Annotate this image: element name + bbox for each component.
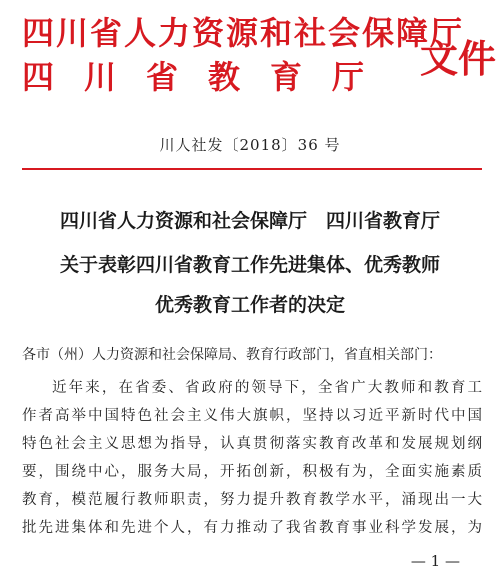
red-header (22, 4, 497, 104)
issuer-line-1: 四川省人力资源和社会保障厅 (22, 14, 465, 52)
red-divider-rule (22, 168, 482, 170)
title-line-1: 四川省人力资源和社会保障厅 四川省教育厅 (59, 210, 440, 232)
body-text-line: 批先进集体和先进个人，有力推动了我省教育事业科学发展，为 (22, 520, 482, 536)
page-number: — 1 — (405, 552, 460, 570)
issuer-line-2: 四川省教育厅 (22, 58, 395, 96)
body-text-line: 特色社会主义思想为指导，认真贯彻落实教育改革和发展规划纲 (22, 436, 482, 452)
body-text-line: 近年来，在省委、省政府的领导下，全省广大教师和教育工 (52, 380, 482, 396)
body-text-line: 教育，模范履行教师职责，努力提升教育教学水平，涌现出一大 (22, 492, 482, 508)
title-line-3: 优秀教育工作者的决定 (154, 294, 345, 316)
body-text-line: 要，围绕中心，服务大局，开拓创新，积极有为，全面实施素质 (22, 464, 482, 480)
body-text-line: 作者高举中国特色社会主义伟大旗帜，坚持以习近平新时代中国 (22, 408, 482, 424)
title-line-2: 关于表彰四川省教育工作先进集体、优秀教师 (59, 254, 440, 276)
addressee-line: 各市（州）人力资源和社会保障局、教育行政部门，省直相关部门： (22, 347, 442, 363)
document-number: 川人社发〔2018〕36 号 (159, 136, 341, 154)
document-type-word: 文件 (420, 37, 497, 81)
